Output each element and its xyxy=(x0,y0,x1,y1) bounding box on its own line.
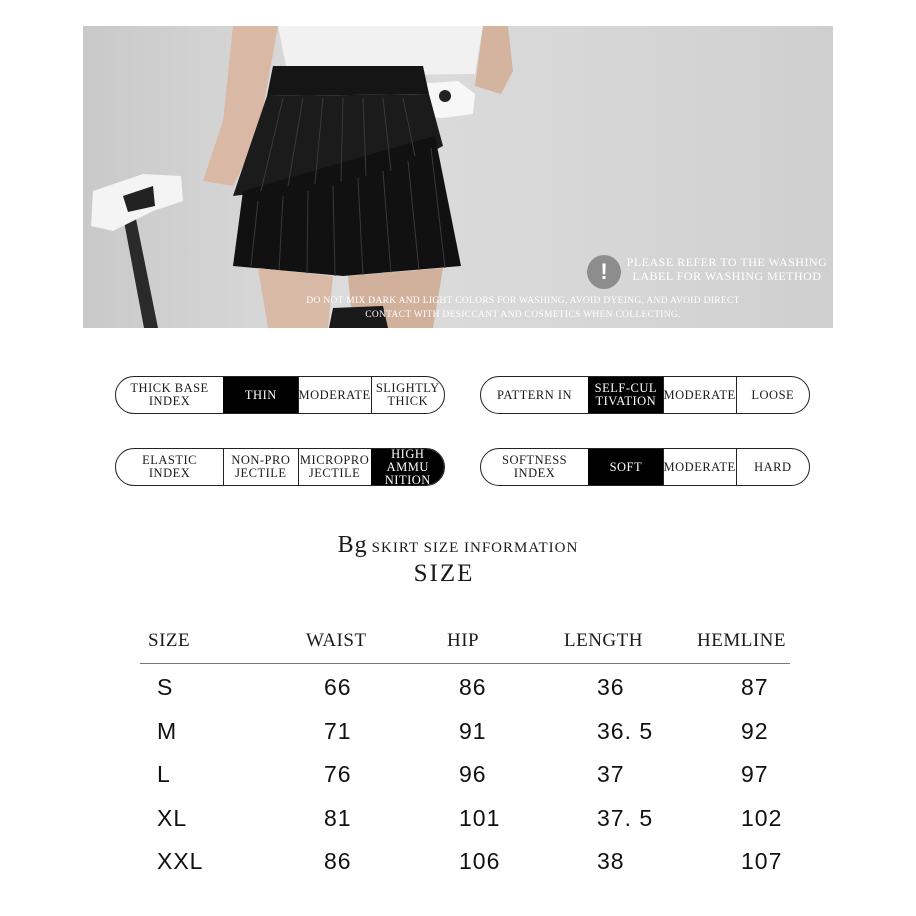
table-cell-hip: 101 xyxy=(459,804,501,831)
table-cell-waist: 86 xyxy=(324,848,352,874)
table-cell-hemline: 92 xyxy=(741,717,769,744)
header-waist: WAIST xyxy=(306,630,367,651)
elastic-option-high-ammunition: HIGH AMMU NITION xyxy=(371,449,444,485)
thickness-index-label: THICK BASE INDEX xyxy=(130,381,209,408)
pattern-index-label: PATTERN IN xyxy=(497,387,573,402)
softness-option-hard: HARD xyxy=(736,449,809,485)
table-cell-size: XL xyxy=(157,804,188,831)
table-cell-size: L xyxy=(157,761,171,787)
thickness-index xyxy=(115,376,445,414)
table-cell-hip: 91 xyxy=(459,717,487,744)
product-photo xyxy=(83,26,833,328)
table-cell-length: 36 xyxy=(597,674,625,700)
table-divider xyxy=(140,663,790,664)
header-hemline: HEMLINE xyxy=(697,630,786,651)
elastic-option-non-projectile: NON-PRO JECTILE xyxy=(223,449,297,485)
header-size: SIZE xyxy=(148,630,191,651)
table-cell-waist: 66 xyxy=(324,674,352,700)
exclamation-icon: ! xyxy=(587,255,621,289)
washing-label-notice: PLEASE REFER TO THE WASHING LABEL FOR WASHING METHOD xyxy=(626,255,828,283)
table-cell-length: 37 xyxy=(597,761,625,787)
care-instructions: DO NOT MIX DARK AND LIGHT COLORS FOR WASHING, AVOID DYEING, AND AVOID DIRECT CONTACT WITH DESICCANT AND COSMETICS WHEN COLLECTING. xyxy=(306,296,740,320)
softness-option-moderate: MODERATE xyxy=(663,449,736,485)
pattern-option-loose: LOOSE xyxy=(736,377,809,413)
table-cell-hip: 106 xyxy=(459,848,501,874)
header-hip: HIP xyxy=(447,630,480,651)
elastic-index xyxy=(115,448,445,486)
table-cell-length: 37. 5 xyxy=(597,804,654,831)
table-cell-length: 36. 5 xyxy=(597,717,654,744)
table-cell-hip: 96 xyxy=(459,761,487,787)
pattern-index xyxy=(480,376,810,414)
table-cell-length: 38 xyxy=(597,848,625,874)
table-cell-waist: 81 xyxy=(324,804,352,831)
elastic-option-microprojectile: MICROPRO JECTILE xyxy=(298,449,371,485)
table-cell-hemline: 97 xyxy=(741,761,769,787)
elastic-index-label: ELASTIC INDEX xyxy=(142,453,198,480)
size-info-heading xyxy=(0,532,916,559)
size-info-subtitle: SKIRT SIZE INFORMATION xyxy=(371,540,579,556)
table-cell-hemline: 102 xyxy=(741,804,783,831)
softness-option-soft: SOFT xyxy=(588,449,662,485)
table-cell-size: XXL xyxy=(157,848,204,874)
thickness-option-slightly-thick: SLIGHTLY THICK xyxy=(371,377,444,413)
table-cell-size: M xyxy=(157,717,178,744)
table-cell-hemline: 107 xyxy=(741,848,783,874)
thickness-option-moderate: MODERATE xyxy=(298,377,371,413)
table-cell-hemline: 87 xyxy=(741,674,769,700)
table-cell-waist: 71 xyxy=(324,717,352,744)
header-length: LENGTH xyxy=(564,630,643,651)
thickness-option-thin: THIN xyxy=(223,377,297,413)
pattern-option-moderate: MODERATE xyxy=(663,377,736,413)
pattern-option-self-cultivation: SELF-CUL TIVATION xyxy=(588,377,662,413)
table-cell-hip: 86 xyxy=(459,674,487,700)
table-cell-waist: 76 xyxy=(324,761,352,787)
softness-index xyxy=(480,448,810,486)
softness-index-label: SOFTNESS INDEX xyxy=(502,453,568,480)
table-cell-size: S xyxy=(157,674,174,700)
brand-mark: Bg xyxy=(337,532,368,558)
size-title: SIZE xyxy=(413,560,475,587)
